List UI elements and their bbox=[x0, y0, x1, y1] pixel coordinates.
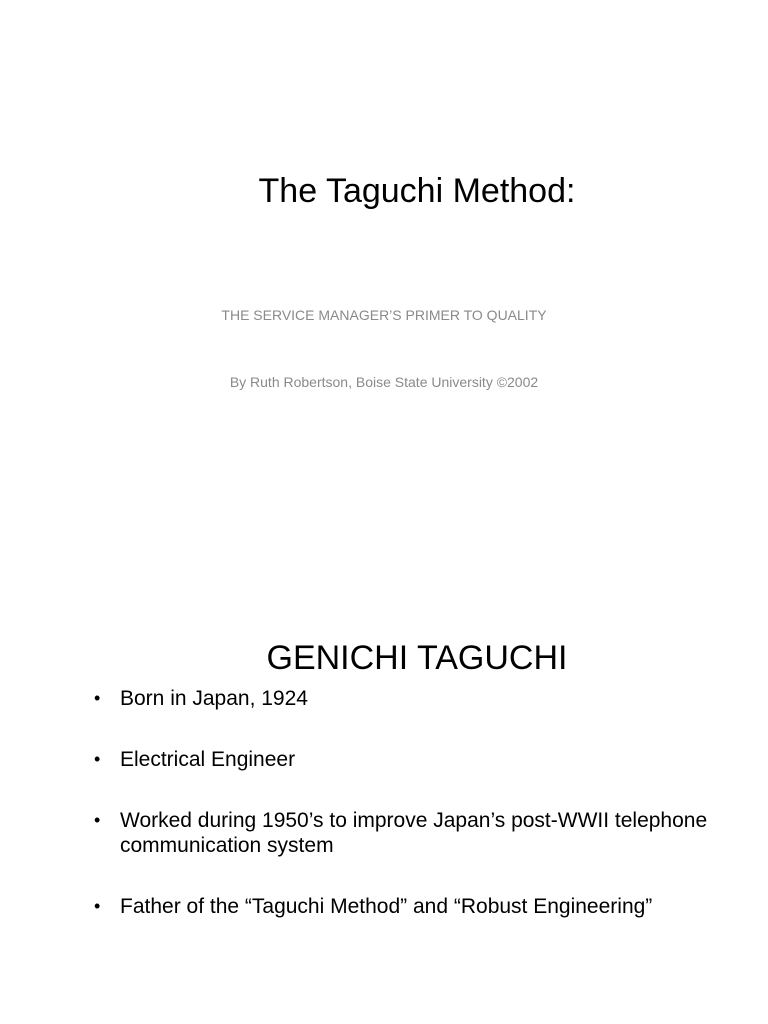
bullet-icon: • bbox=[94, 688, 101, 708]
slide-subtitle: THE SERVICE MANAGER’S PRIMER TO QUALITY bbox=[221, 307, 547, 323]
bullet-text: Worked during 1950’s to improve Japan’s post-WWII telephone communication system bbox=[120, 809, 708, 857]
slide-heading: GENICHI TAGUCHI bbox=[266, 639, 568, 677]
bullet-list bbox=[94, 686, 714, 955]
slide-genichi-taguchi bbox=[0, 512, 768, 1024]
slide-title-heading: The Taguchi Method: bbox=[258, 172, 576, 210]
bullet-icon: • bbox=[94, 810, 101, 830]
bullet-item bbox=[94, 686, 714, 711]
bullet-text: Electrical Engineer bbox=[120, 748, 296, 771]
bullet-icon: • bbox=[94, 896, 101, 916]
bullet-item bbox=[94, 747, 714, 772]
bullet-item bbox=[94, 894, 714, 919]
bullet-icon: • bbox=[94, 749, 101, 769]
bullet-text: Father of the “Taguchi Method” and “Robust Engineering” bbox=[120, 895, 653, 918]
bullet-item bbox=[94, 808, 714, 858]
author-byline: By Ruth Robertson, Boise State University ©2002 bbox=[229, 374, 539, 390]
bullet-text: Born in Japan, 1924 bbox=[120, 687, 308, 710]
